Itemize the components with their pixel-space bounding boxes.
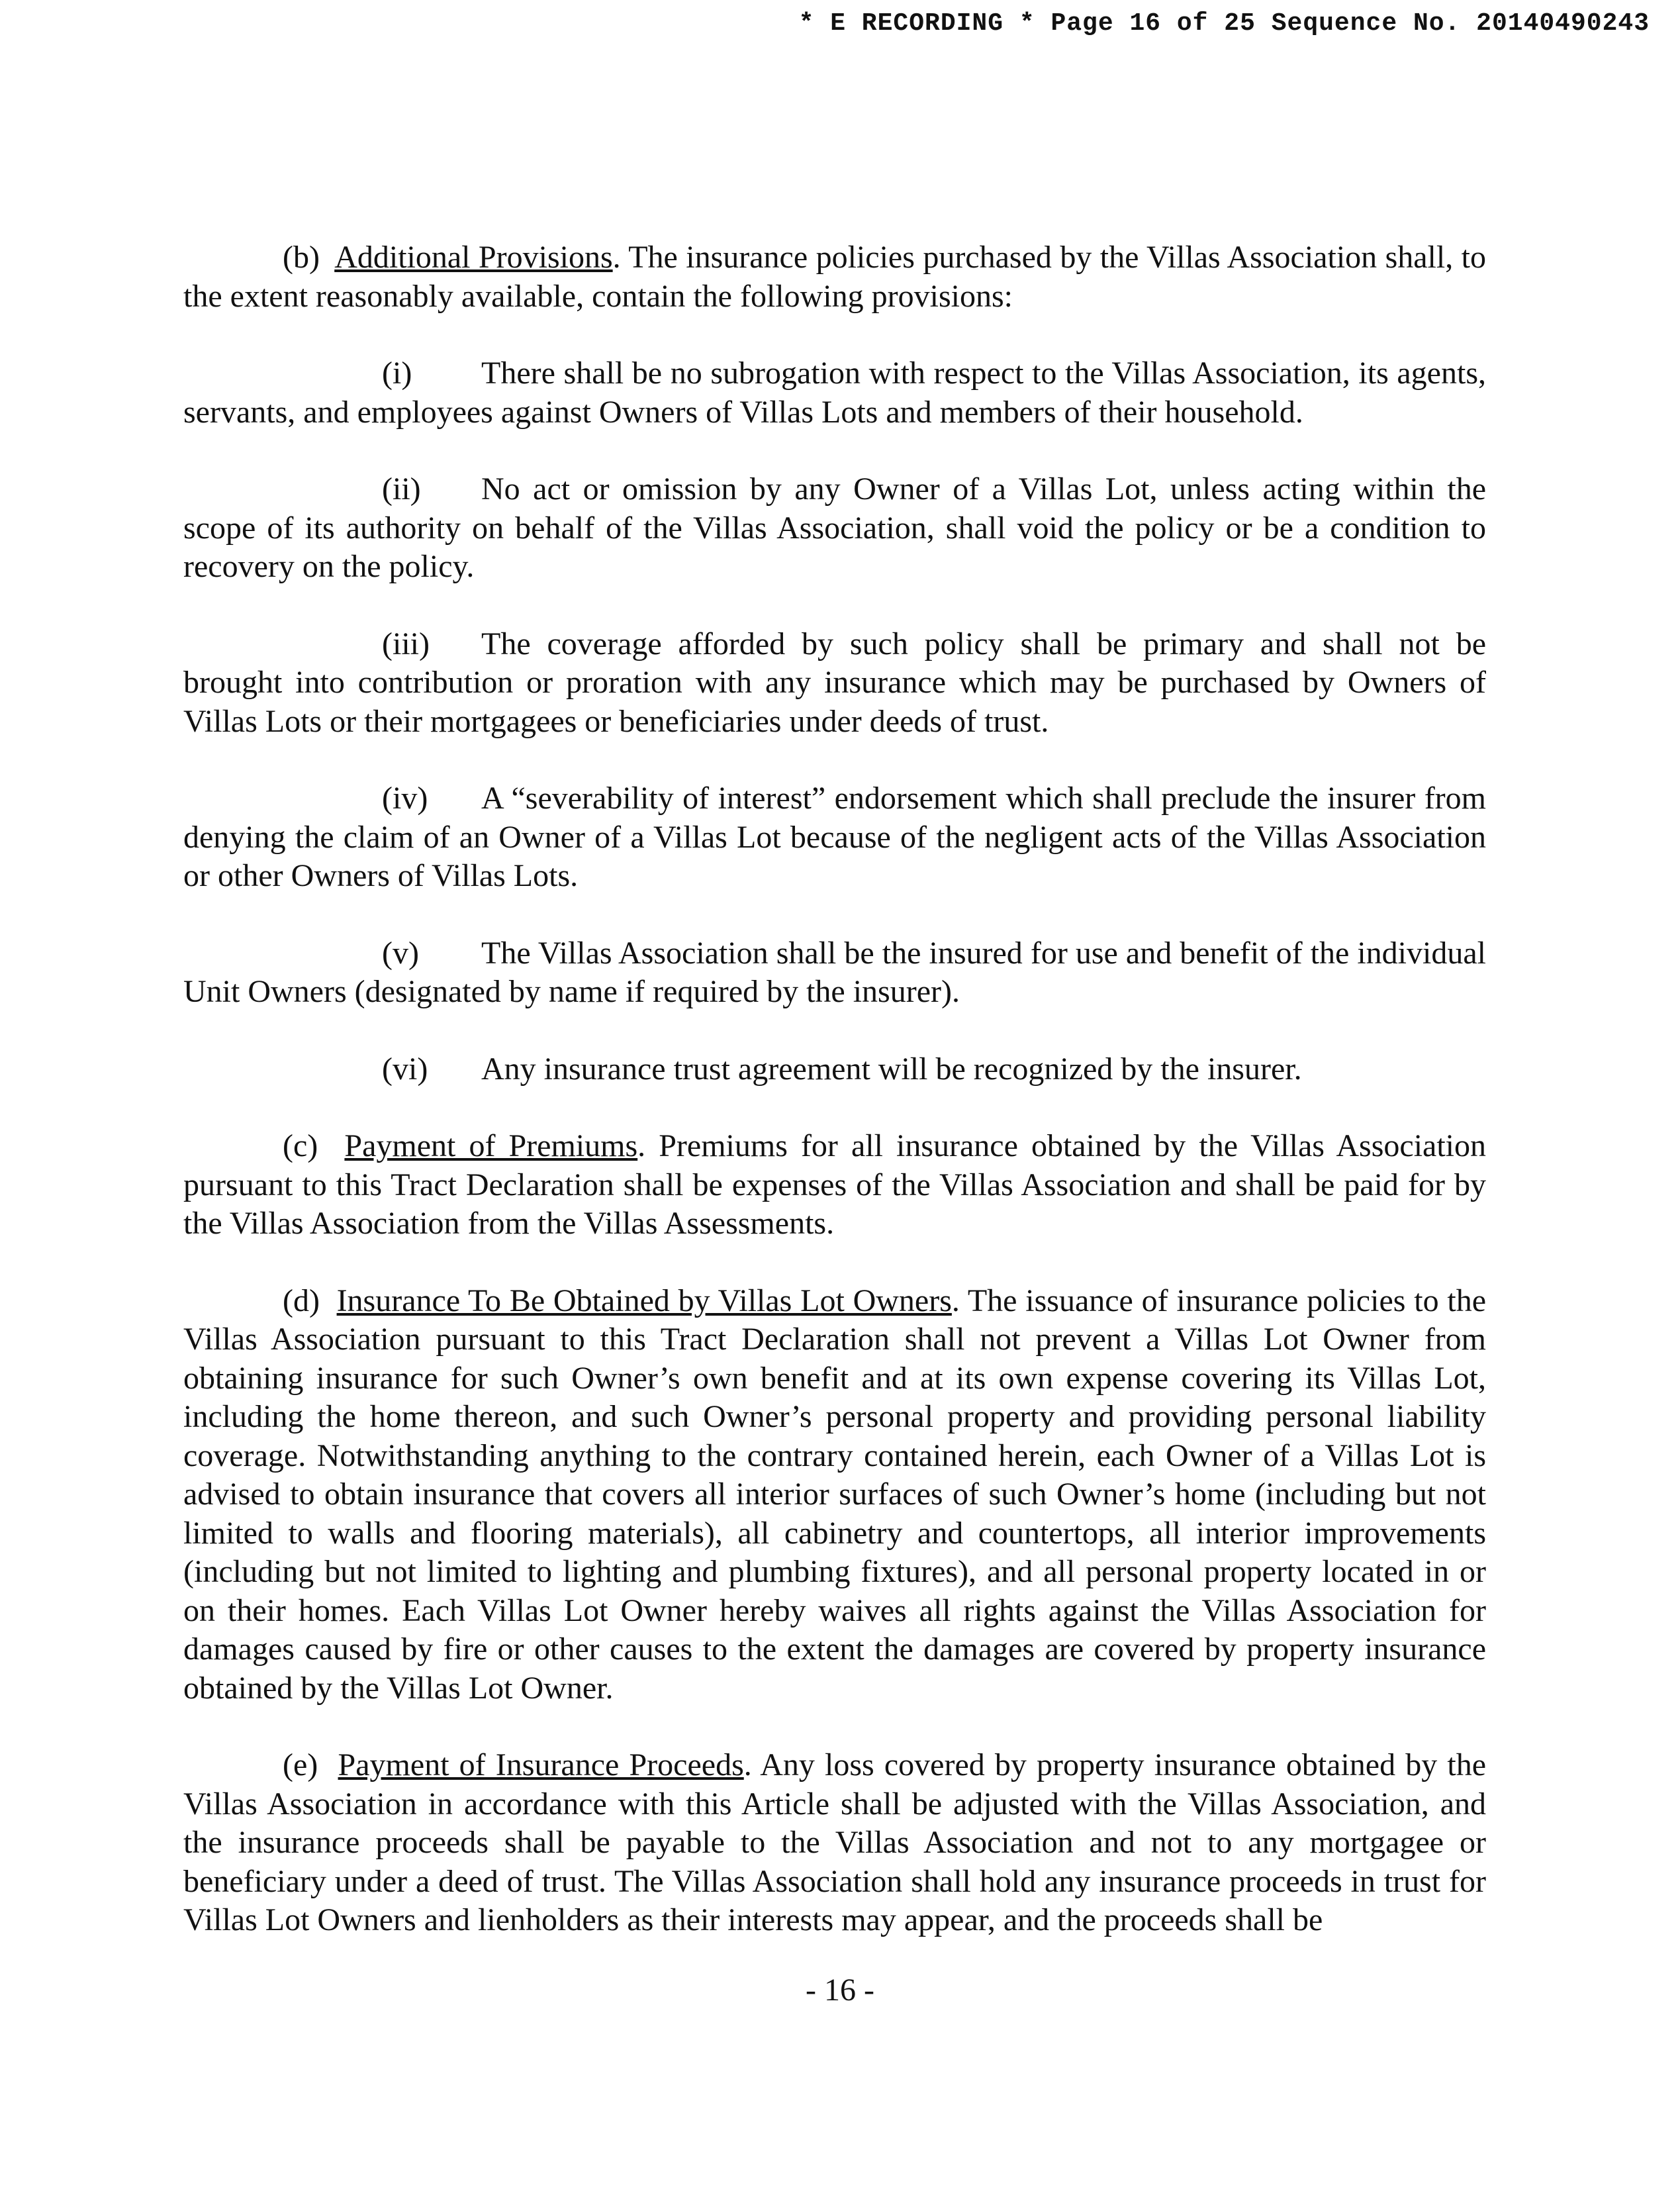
section-d-label: (d) bbox=[283, 1283, 320, 1318]
section-c-label: (c) bbox=[283, 1128, 318, 1163]
provision-label: (vi) bbox=[382, 1051, 428, 1087]
provision-label: (ii) bbox=[382, 471, 421, 507]
section-c bbox=[183, 1127, 1486, 1243]
provision-label: (iii) bbox=[382, 626, 430, 661]
section-b-label: (b) bbox=[283, 240, 320, 275]
document-body bbox=[183, 238, 1486, 1978]
section-b bbox=[183, 238, 1486, 316]
section-d bbox=[183, 1282, 1486, 1708]
provision-ii bbox=[183, 470, 1486, 587]
provision-iii bbox=[183, 625, 1486, 742]
provision-label: (i) bbox=[382, 356, 412, 391]
section-e-label: (e) bbox=[283, 1747, 318, 1782]
provision-vi bbox=[183, 1050, 1486, 1089]
provision-text: The coverage afforded by such policy shall be primary and shall not be brought into contribution or proration with any insurance which may be purchased by Owners of Villas Lots or their mortgagees or beneficiaries under deeds of trust. bbox=[183, 626, 1486, 739]
section-e-heading: Payment of Insurance Proceeds bbox=[338, 1747, 744, 1782]
provision-text: The Villas Association shall be the insured for use and benefit of the individual Unit Owners (designated by name if required by the insurer). bbox=[183, 935, 1486, 1009]
provision-label: (iv) bbox=[382, 781, 428, 816]
provision-text: There shall be no subrogation with respect to the Villas Association, its agents, servants, and employees against Owners of Villas Lots and members of their household. bbox=[183, 356, 1486, 430]
section-e-text: . Any loss covered by property insurance obtained by the Villas Association in accordance with this Article shall be adjusted with the Villas Association, and the insurance proceeds shall be payable to the Villas Association and not to any mortgagee or beneficiary under a deed of trust. The Villas Association shall hold any insurance proceeds in trust for Villas Lot Owners and lienholders as their interests may appear, and the proceeds shall be bbox=[183, 1747, 1486, 1937]
provision-i bbox=[183, 354, 1486, 432]
provision-iv bbox=[183, 779, 1486, 896]
section-b-heading: Additional Provisions bbox=[334, 240, 613, 275]
section-d-text: . The issuance of insurance policies to the Villas Association pursuant to this Tract Declaration shall not prevent a Villas Lot Owner from obtaining insurance for such Owner’s own benefit and at its own expense covering its Villas Lot, including the home thereon, and such Owner’s personal property and providing personal liability coverage. Notwithstanding anything to the contrary contained herein, each Owner of a Villas Lot is advised to obtain insurance that covers all interior surfaces of such Owner’s home (including but not limited to walls and flooring materials), all cabinetry and countertops, all interior improvements (including but not limited to lighting and plumbing fixtures), and all personal property located in or on their homes. Each Villas Lot Owner hereby waives all rights against the Villas Association for damages caused by fire or other causes to the extent the damages are covered by property insurance obtained by the Villas Lot Owner. bbox=[183, 1283, 1486, 1706]
provision-text: Any insurance trust agreement will be recognized by the insurer. bbox=[481, 1051, 1302, 1087]
section-b-text: . The insurance policies purchased by the Villas Association shall, to the extent reasonably available, contain the following provisions: bbox=[183, 240, 1486, 314]
section-c-heading: Payment of Premiums bbox=[344, 1128, 638, 1163]
provision-text: No act or omission by any Owner of a Villas Lot, unless acting within the scope of its authority on behalf of the Villas Association, shall void the policy or be a condition to recovery on the policy. bbox=[183, 471, 1486, 584]
page-number: - 16 - bbox=[806, 1972, 874, 2008]
section-e bbox=[183, 1746, 1486, 1940]
section-d-heading: Insurance To Be Obtained by Villas Lot Owners bbox=[336, 1283, 952, 1318]
recording-header: * E RECORDING * Page 16 of 25 Sequence No. 20140490243 bbox=[798, 9, 1650, 38]
provision-text: A “severability of interest” endorsement which shall preclude the insurer from denying the claim of an Owner of a Villas Lot because of the negligent acts of the Villas Association or other Owners of Villas Lots. bbox=[183, 781, 1486, 893]
section-c-text: . Premiums for all insurance obtained by the Villas Association pursuant to this Tract Declaration shall be expenses of the Villas Association and shall be paid for by the Villas Association from the Villas Assessments. bbox=[183, 1128, 1487, 1241]
provision-label: (v) bbox=[382, 935, 419, 971]
provision-v bbox=[183, 934, 1486, 1012]
